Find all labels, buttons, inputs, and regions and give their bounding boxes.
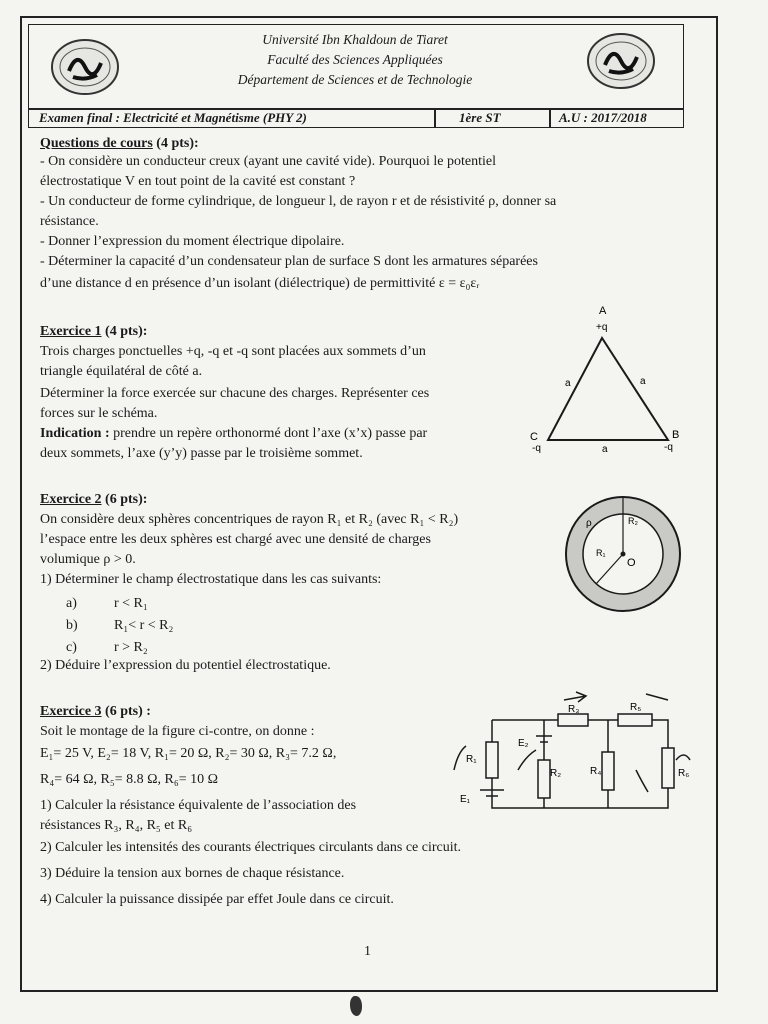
university-name: Université Ibn Khaldoun de Tiaret (262, 32, 448, 47)
circuit-figure (440, 690, 716, 820)
r6-label: R₆ (678, 768, 690, 779)
ex3-question-3: 3) Déduire la tension aux bornes de chaque résistance. (40, 866, 345, 881)
ex2-heading: Exercice 2 (6 pts): (40, 492, 148, 507)
question-line: - On considère un conducteur creux (ayant une cavité vide). Pourquoi le potentiel (40, 154, 497, 169)
question-line: - Déterminer la capacité d’un condensateur plan de surface S dont les armatures séparées (40, 254, 538, 269)
triangle-figure (520, 300, 700, 460)
ex1-indication: Indication : prendre un repère orthonormé dont l’axe (x’x) passe par (40, 426, 428, 441)
exam-title-row (28, 108, 684, 128)
question-line: électrostatique V en tout point de la cavité est constant ? (40, 174, 356, 189)
ex2-line: On considère deux sphères concentriques de rayon R₁ et R₂ (avec R₁ < R₂) (40, 512, 459, 527)
question-line: d’une distance d en présence d’un isolant (diélectrique) de permittivité ε = ε₀εᵣ (40, 276, 480, 291)
e1-label: E₁ (460, 794, 471, 805)
ex1-heading: Exercice 1 (4 pts): (40, 324, 148, 339)
ex2-line: l’espace entre les deux sphères est chargé avec une densité de charges (40, 532, 431, 547)
ex3-question-4: 4) Calculer la puissance dissipée par effet Joule dans ce circuit. (40, 892, 394, 907)
ex3-values: E₁= 25 V, E₂= 18 V, R₁= 20 Ω, R₂= 30 Ω, R₃= 7.2 Ω, (40, 746, 337, 761)
ex3-question-1-cont: résistances R₃, R₄, R₅ et R₆ (40, 818, 193, 833)
question-line: - Un conducteur de forme cylindrique, de longueur l, de rayon r et de résistivité ρ, donner sa (40, 194, 557, 209)
level-label: 1ère ST (459, 110, 501, 125)
r1-label: R₁ (466, 754, 477, 765)
r2-label: R₂ (628, 516, 638, 526)
ex3-question-2: 2) Calculer les intensités des courants électriques circulants dans ce circuit. (40, 840, 462, 855)
charge-b: -q (664, 442, 673, 453)
vertex-b-label: B (672, 429, 680, 441)
center-label: O (627, 557, 636, 569)
ex2-case-label: b) (66, 618, 78, 633)
ex2-case-cond: r < R₁ (114, 596, 148, 611)
ex2-line: 1) Déterminer le champ électrostatique dans les cas suivants: (40, 572, 382, 587)
r3-label: R₃ (568, 704, 580, 715)
ex2-case-label: c) (66, 640, 77, 655)
vertex-c-label: C (530, 431, 538, 443)
university-logo-right (585, 31, 657, 91)
faculty-name: Faculté des Sciences Appliquées (267, 52, 443, 67)
ex3-values: R₄= 64 Ω, R₅= 8.8 Ω, R₆= 10 Ω (40, 772, 219, 787)
ex1-line: Déterminer la force exercée sur chacune des charges. Représenter ces (40, 386, 430, 401)
page-number: 1 (364, 944, 371, 959)
r4-label: R₄ (590, 766, 602, 777)
vertex-a-label: A (599, 305, 607, 317)
charge-c: -q (532, 443, 541, 454)
ex1-line: forces sur le schéma. (40, 406, 158, 421)
r1-label: R₁ (596, 548, 606, 558)
ex1-line: triangle équilatéral de côté a. (40, 364, 203, 379)
e2-label: E₂ (518, 738, 529, 749)
academic-year: A.U : 2017/2018 (559, 110, 647, 125)
charge-a: +q (596, 322, 608, 333)
ex2-case-label: a) (66, 596, 77, 611)
ex3-intro: Soit le montage de la figure ci-contre, on donne : (40, 724, 315, 739)
ex2-line: volumique ρ > 0. (40, 552, 136, 567)
r2-label: R₂ (550, 768, 562, 779)
university-logo-left (49, 37, 121, 97)
side-label: a (640, 376, 646, 387)
ex1-indication-line: deux sommets, l’axe (y’y) passe par le troisième sommet. (40, 446, 363, 461)
scan-mark (350, 996, 362, 1016)
ex2-case-cond: r > R₂ (114, 640, 148, 655)
questions-heading: Questions de cours (4 pts): (40, 136, 199, 151)
question-line: résistance. (40, 214, 99, 229)
ex3-question-1: 1) Calculer la résistance équivalente de l’association des (40, 798, 357, 813)
header-text (190, 30, 520, 90)
department-name: Département de Sciences et de Technologie (237, 72, 473, 87)
ex3-heading: Exercice 3 (6 pts) : (40, 704, 151, 719)
side-label: a (565, 378, 571, 389)
ex2-question-2: 2) Déduire l’expression du potentiel électrostatique. (40, 658, 331, 673)
concentric-spheres-figure (560, 494, 686, 614)
question-line: - Donner l’expression du moment électrique dipolaire. (40, 234, 345, 249)
exam-title: Examen final : Electricité et Magnétisme (PHY 2) (39, 110, 307, 125)
ex2-case-cond: R₁< r < R₂ (114, 618, 174, 633)
rho-label: ρ (586, 518, 592, 529)
side-label: a (602, 444, 608, 455)
ex1-line: Trois charges ponctuelles +q, -q et -q sont placées aux sommets d’un (40, 344, 426, 359)
r5-label: R₅ (630, 702, 642, 713)
